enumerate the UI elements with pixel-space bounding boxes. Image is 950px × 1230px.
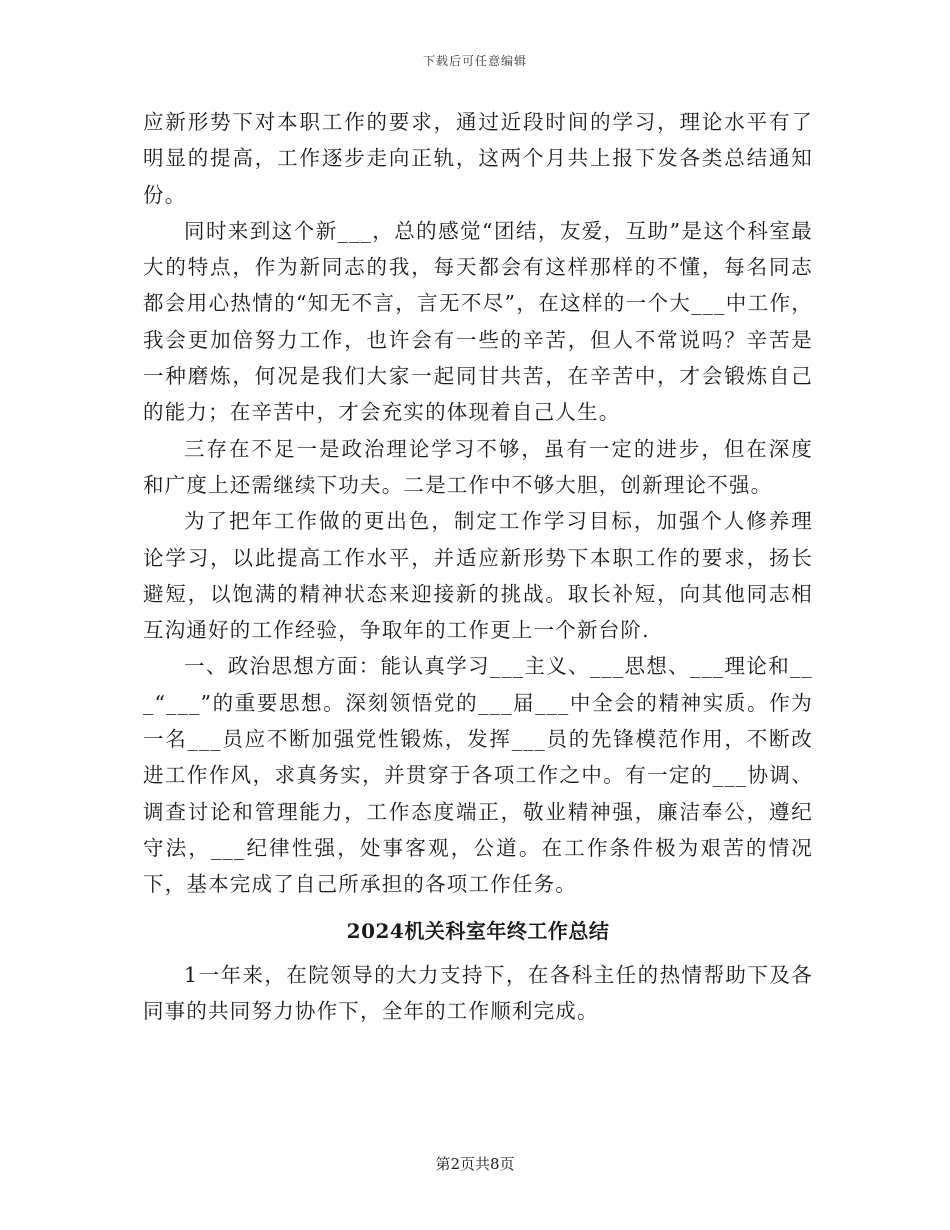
paragraph-shortcomings: 三存在不足一是政治理论学习不够，虽有一定的进步，但在深度和广度上还需继续下功夫。二是工作中不够大胆，创新理论不强。 bbox=[143, 436, 813, 497]
paragraph-political-thought: 一、政治思想方面：能认真学习___主义、___思想、___理论和___“___”的重要思想。深刻领悟党的___届___中全会的精神实质。作为一名___员应不断加强党性锻炼，发挥___员的先锋模范作用，不断改进工作作风，求真务实，并贯穿于各项工作之中。有一定的___协调、调查讨论和管理能力，工作态度端正，敬业精神强，廉洁奉公，遵纪守法，___纪律性强，处事客观，公道。在工作条件极为艰苦的情况下，基本完成了自己所承担的各项工作任务。 bbox=[143, 654, 813, 897]
page-number: 第2页共8页 bbox=[435, 1155, 515, 1173]
paragraph-goals: 为了把年工作做的更出色，制定工作学习目标，加强个人修养理论学习，以此提高工作水平，并适应新形势下本职工作的要求，扬长避短，以饱满的精神状态来迎接新的挑战。取长补短，向其他同志相互沟通好的工作经验，争取年的工作更上一个新台阶. bbox=[143, 509, 813, 643]
page-header-note: 下载后可任意编辑 bbox=[422, 54, 527, 68]
section-title: 2024机关科室年终工作总结 bbox=[346, 918, 610, 943]
paragraph-summary-intro: 1一年来，在院领导的大力支持下，在各科主任的热情帮助下及各同事的共同努力协作下，全年的工作顺利完成。 bbox=[143, 962, 813, 1023]
paragraph-team-impression: 同时来到这个新___，总的感觉“团结，友爱，互助”是这个科室最大的特点，作为新同志的我，每天都会有这样那样的不懂，每名同志都会用心热情的“知无不言，言无不尽”，在这样的一个大___中工作，我会更加倍努力工作，也许会有一些的辛苦，但人不常说吗？辛苦是一种磨炼，何况是我们大家一起同甘共苦，在辛苦中，才会锻炼自己的能力；在辛苦中，才会充实的体现着自己人生。 bbox=[143, 218, 813, 425]
document-body bbox=[143, 104, 813, 1029]
paragraph-continuation: 应新形势下对本职工作的要求，通过近段时间的学习，理论水平有了明显的提高，工作逐步走向正轨，这两个月共上报下发各类总结通知份。 bbox=[143, 110, 813, 207]
